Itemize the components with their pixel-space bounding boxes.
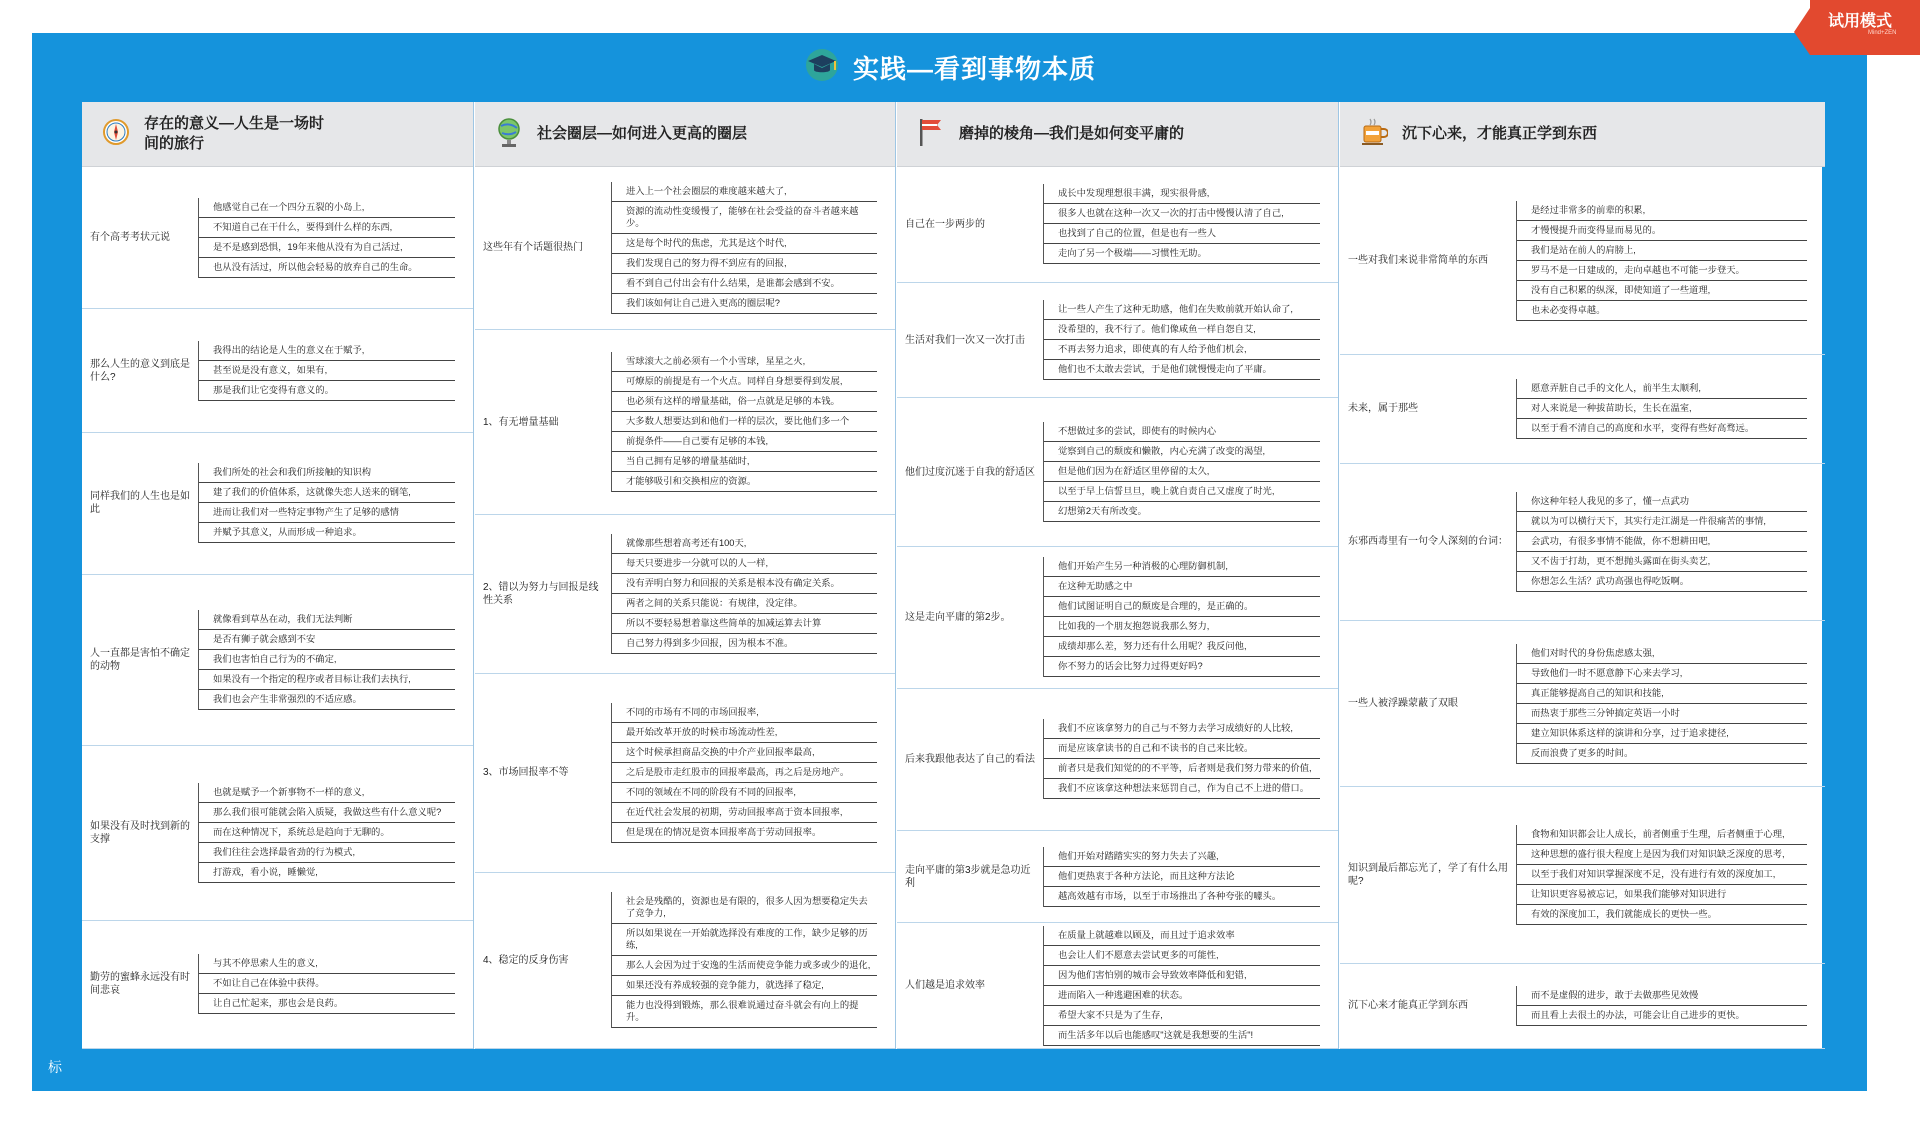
topic-label: 沉下心来才能真正学到东西	[1348, 1000, 1468, 1012]
leaf-node[interactable]: 自己努力得到多少回报，因为根本不准。	[612, 634, 877, 654]
topic-node[interactable]	[897, 923, 1338, 1049]
topic-label: 同样我们的人生也是如此	[90, 491, 190, 516]
leaf-node[interactable]: 当自己拥有足够的增量基础时,	[612, 452, 877, 472]
topic-label: 未来，属于那些	[1348, 403, 1418, 415]
leaf-node[interactable]: 也必须有这样的增量基础，俗一点就是足够的本钱。	[612, 392, 877, 412]
leaf-node[interactable]: 所以如果说在一开始就选择没有难度的工作，缺少足够的历练,	[612, 924, 877, 956]
leaf-node[interactable]: 没希望的，我不行了。他们像咸鱼一样自怨自艾,	[1044, 320, 1320, 340]
leaf-node[interactable]: 这是每个时代的焦虑，尤其是这个时代,	[612, 234, 877, 254]
leaf-node[interactable]: 你想怎么生活？武功高强也得吃饭啊。	[1517, 572, 1807, 592]
leaf-node[interactable]: 走向了另一个极端——习惯性无助。	[1044, 244, 1320, 264]
flag-icon	[917, 117, 945, 152]
leaf-list	[611, 182, 877, 314]
leaf-node[interactable]: 觉察到自己的颓废和懒散，内心充满了改变的渴望,	[1044, 442, 1320, 462]
leaf-list	[1516, 986, 1807, 1026]
topic-label: 一些对我们来说非常简单的东西	[1348, 255, 1488, 267]
leaf-list	[1043, 926, 1320, 1046]
topic-node[interactable]	[1340, 621, 1825, 786]
brand-label: Mind+ZEN	[1868, 30, 1897, 36]
leaf-node[interactable]: 希望大家不只是为了生存,	[1044, 1006, 1320, 1026]
leaf-node[interactable]: 也就是赋予一个新事物不一样的意义,	[199, 783, 455, 803]
topic-node[interactable]	[475, 515, 895, 673]
topic-label: 3、市场回报率不等	[483, 767, 569, 779]
leaf-node[interactable]: 让知识更容易被忘记，如果我们能够对知识进行	[1517, 885, 1807, 905]
leaf-list	[198, 341, 455, 401]
leaf-node[interactable]: 前提条件——自己要有足够的本钱,	[612, 432, 877, 452]
topic-node[interactable]	[82, 575, 473, 746]
leaf-node[interactable]: 他们更热衷于各种方法论，而且这种方法论	[1044, 867, 1320, 887]
leaf-node[interactable]: 越高效越有市场，以至于市场推出了各种夸张的噱头。	[1044, 887, 1320, 907]
column-header-title: 磨掉的棱角—我们是如何变平庸的	[959, 125, 1185, 142]
leaf-node[interactable]: 如果还没有养成较强的竞争能力，就选择了稳定,	[612, 976, 877, 996]
leaf-node[interactable]: 我们也会产生非常强烈的不适应感。	[199, 690, 455, 710]
leaf-node[interactable]: 很多人也就在这种一次又一次的打击中慢慢认清了自己,	[1044, 204, 1320, 224]
leaf-list	[198, 954, 455, 1014]
leaf-list	[1516, 492, 1807, 592]
leaf-node[interactable]: 食物和知识都会让人成长，前者侧重于生理，后者侧重于心理,	[1517, 825, 1807, 845]
topic-node[interactable]	[1340, 355, 1825, 463]
leaf-list	[1043, 422, 1320, 522]
leaf-node[interactable]: 建立知识体系这样的演讲和分享，过于追求捷径,	[1517, 724, 1807, 744]
leaf-node[interactable]: 我们该如何让自己进入更高的圈层呢?	[612, 294, 877, 314]
leaf-node[interactable]: 进入上一个社会圈层的难度越来越大了,	[612, 182, 877, 202]
leaf-node[interactable]: 进而陷入一种逃避困难的状态。	[1044, 986, 1320, 1006]
compass-icon	[102, 118, 130, 151]
leaf-node[interactable]: 不知道自己在干什么，要得到什么样的东西,	[199, 218, 455, 238]
title-bar	[32, 33, 1867, 101]
leaf-node[interactable]: 在质量上就越难以顾及，而且过于追求效率	[1044, 926, 1320, 946]
topic-node[interactable]	[475, 330, 895, 515]
column-header-title: 社会圈层—如何进入更高的圈层	[537, 125, 748, 142]
topic-label: 如果没有及时找到新的支撑	[90, 820, 190, 845]
leaf-node[interactable]: 愿意弄脏自己手的文化人，前半生太顺利,	[1517, 379, 1807, 399]
leaf-node[interactable]: 罗马不是一日建成的，走向卓越也不可能一步登天。	[1517, 261, 1807, 281]
leaf-node[interactable]: 就以为可以横行天下，其实行走江湖是一件很痛苦的事情,	[1517, 512, 1807, 532]
leaf-node[interactable]: 大多数人想要达到和他们一样的层次，要比他们多一个	[612, 412, 877, 432]
leaf-node[interactable]: 以至于早上信誓旦旦，晚上就自责自己又虚度了时光,	[1044, 482, 1320, 502]
leaf-node[interactable]: 我们不应该拿努力的自己与不努力去学习成绩好的人比较,	[1044, 719, 1320, 739]
leaf-list	[1043, 719, 1320, 799]
topic-node[interactable]	[82, 309, 473, 432]
topic-label: 2、错以为努力与回报是线性关系	[483, 582, 599, 606]
leaf-node[interactable]: 而生活多年以后也能感叹"这就是我想要的生活"!	[1044, 1026, 1320, 1046]
leaf-node[interactable]: 不同的领域在不同的阶段有不同的回报率,	[612, 783, 877, 803]
leaf-node[interactable]: 但是他们因为在舒适区里停留的太久,	[1044, 462, 1320, 482]
topic-label: 勤劳的蜜蜂永远没有时间悲哀	[90, 972, 190, 997]
leaf-node[interactable]: 不如让自己在体验中获得。	[199, 974, 455, 994]
column-header[interactable]	[475, 102, 895, 167]
leaf-node[interactable]: 建了我们的价值体系，这就像失恋人送来的钢笔,	[199, 483, 455, 503]
leaf-node[interactable]: 但是现在的情况是资本回报率高于劳动回报率。	[612, 823, 877, 843]
leaf-node[interactable]: 是经过非常多的前辈的积累,	[1517, 201, 1807, 221]
leaf-node[interactable]: 又不齿于打劫，更不想抛头露面在街头卖艺,	[1517, 552, 1807, 572]
topic-label: 这些年有个话题很热门	[483, 242, 583, 254]
leaf-node[interactable]: 他们开始产生另一种消极的心理防御机制,	[1044, 557, 1320, 577]
topic-node[interactable]	[1340, 964, 1825, 1049]
leaf-node[interactable]: 那么我们很可能就会陷入质疑，我做这些有什么意义呢?	[199, 803, 455, 823]
leaf-node[interactable]: 对人来说是一种拔苗助长，生长在温室,	[1517, 399, 1807, 419]
page-title: 实践—看到事物本质	[852, 53, 1096, 84]
leaf-node[interactable]: 两者之间的关系只能说：有规律，没定律。	[612, 594, 877, 614]
leaf-node[interactable]: 那么人会因为过于安逸的生活而使竞争能力或多或少的退化,	[612, 956, 877, 976]
leaf-list	[198, 783, 455, 883]
leaf-node[interactable]: 导致他们一时不愿意静下心来去学习,	[1517, 664, 1807, 684]
topic-node[interactable]	[82, 433, 473, 575]
leaf-node[interactable]: 可燎原的前提是有一个火点。同样自身想要得到发展,	[612, 372, 877, 392]
column-header[interactable]	[897, 102, 1338, 167]
leaf-list	[611, 703, 877, 843]
leaf-node[interactable]: 让一些人产生了这种无助感，他们在失败前就开始认命了,	[1044, 300, 1320, 320]
leaf-list	[1043, 557, 1320, 677]
column-header-title: 沉下心来，才能真正学到东西	[1402, 125, 1598, 142]
leaf-node[interactable]: 不再去努力追求，即使真的有人给予他们机会,	[1044, 340, 1320, 360]
leaf-node[interactable]: 也从没有活过，所以他会轻易的放弃自己的生命。	[199, 258, 455, 278]
leaf-node[interactable]: 我们也害怕自己行为的不确定,	[199, 650, 455, 670]
leaf-node[interactable]: 而热衷于那些三分钟搞定英语一小时	[1517, 704, 1807, 724]
leaf-node[interactable]: 他感觉自己在一个四分五裂的小岛上,	[199, 198, 455, 218]
leaf-node[interactable]: 而是应该拿读书的自己和不读书的自己来比较。	[1044, 739, 1320, 759]
topic-node[interactable]	[1340, 167, 1825, 355]
topic-label: 人一直都是害怕不确定的动物	[90, 647, 190, 672]
column-header[interactable]	[82, 102, 473, 167]
leaf-node[interactable]: 进而让我们对一些特定事物产生了足够的感情	[199, 503, 455, 523]
sheet-tag[interactable]: 标	[48, 1059, 62, 1075]
leaf-node[interactable]: 幻想第2天有所改变。	[1044, 502, 1320, 522]
leaf-node[interactable]: 这个时候承担商品交换的中介产业回报率最高,	[612, 743, 877, 763]
leaf-node[interactable]: 你不努力的话会比努力过得更好吗?	[1044, 657, 1320, 677]
leaf-node[interactable]: 是否有狮子就会感到不安	[199, 630, 455, 650]
topic-label: 东邪西毒里有一句令人深刻的台词：	[1348, 536, 1508, 548]
topic-node[interactable]	[897, 547, 1338, 689]
topic-list	[897, 167, 1338, 1049]
leaf-node[interactable]: 就像那些想着高考还有100天,	[612, 534, 877, 554]
leaf-node[interactable]: 看不到自己付出会有什么结果，是谁都会感到不安。	[612, 274, 877, 294]
leaf-node[interactable]: 真正能够提高自己的知识和技能,	[1517, 684, 1807, 704]
leaf-node[interactable]: 让自己忙起来，那也会是良药。	[199, 994, 455, 1014]
topic-label: 一些人被浮躁蒙蔽了双眼	[1348, 698, 1458, 710]
topic-label: 1、有无增量基础	[483, 416, 559, 428]
leaf-node[interactable]: 以至于看不清自己的高度和水平，变得有些好高骛远。	[1517, 419, 1807, 439]
leaf-node[interactable]: 能力也没得到锻炼，那么很难说通过奋斗就会有向上的提升。	[612, 996, 877, 1028]
leaf-list	[198, 463, 455, 543]
topic-node[interactable]	[475, 167, 895, 330]
leaf-node[interactable]: 没有自己积累的纵深，即使知道了一些道理,	[1517, 281, 1807, 301]
topic-label: 走向平庸的第3步就是急功近利	[905, 864, 1031, 889]
leaf-node[interactable]: 甚至说是没有意义，如果有,	[199, 361, 455, 381]
leaf-list	[1516, 379, 1807, 439]
leaf-node[interactable]: 在近代社会发展的初期，劳动回报率高于资本回报率,	[612, 803, 877, 823]
topic-node[interactable]	[897, 283, 1338, 399]
topic-label: 那么人生的意义到底是什么?	[90, 358, 190, 383]
leaf-list	[1043, 847, 1320, 907]
graduation-cap-icon	[803, 48, 841, 87]
leaf-list	[611, 534, 877, 654]
leaf-node[interactable]: 他们对时代的身份焦虑感太强,	[1517, 644, 1807, 664]
topic-list	[475, 167, 895, 1049]
leaf-node[interactable]: 我们是站在前人的肩膀上,	[1517, 241, 1807, 261]
leaf-node[interactable]: 我们所处的社会和我们所接触的知识构	[199, 463, 455, 483]
leaf-node[interactable]: 就像看到草丛在动，我们无法判断	[199, 610, 455, 630]
leaf-node[interactable]: 也会让人们不愿意去尝试更多的可能性,	[1044, 946, 1320, 966]
topic-node[interactable]	[897, 831, 1338, 924]
leaf-node[interactable]: 他们开始对踏踏实实的努力失去了兴趣,	[1044, 847, 1320, 867]
leaf-node[interactable]: 那是我们让它变得有意义的。	[199, 381, 455, 401]
leaf-node[interactable]: 之后是股市走红股市的回报率最高，再之后是房地产。	[612, 763, 877, 783]
leaf-list	[611, 352, 877, 492]
leaf-node[interactable]: 我们发现自己的努力得不到应有的回报,	[612, 254, 877, 274]
leaf-node[interactable]: 而在这种情况下，系统总是趋向于无聊的。	[199, 823, 455, 843]
leaf-node[interactable]: 他们也不太敢去尝试，于是他们就慢慢走向了平庸。	[1044, 360, 1320, 380]
leaf-node[interactable]: 会武功，有很多事情不能做，你不想耕田吧,	[1517, 532, 1807, 552]
leaf-node[interactable]: 比如我的一个朋友抱怨说我那么努力,	[1044, 617, 1320, 637]
leaf-node[interactable]: 如果没有一个指定的程序或者目标让我们去执行,	[199, 670, 455, 690]
leaf-node[interactable]: 我们往往会选择最省劲的行为模式,	[199, 843, 455, 863]
topic-node[interactable]	[897, 398, 1338, 546]
leaf-node[interactable]: 资源的流动性变缓慢了，能够在社会受益的奋斗者越来越少。	[612, 202, 877, 234]
leaf-node[interactable]: 我得出的结论是人生的意义在于赋予,	[199, 341, 455, 361]
leaf-node[interactable]: 成绩却那么差，努力还有什么用呢？我反问他,	[1044, 637, 1320, 657]
topic-list	[1340, 167, 1825, 1049]
leaf-node[interactable]: 你这种年轻人我见的多了，懂一点武功	[1517, 492, 1807, 512]
leaf-node[interactable]: 也未必变得卓越。	[1517, 301, 1807, 321]
topic-label: 后来我跟他表达了自己的看法	[905, 753, 1035, 765]
leaf-node[interactable]: 与其不停思索人生的意义,	[199, 954, 455, 974]
leaf-node[interactable]: 是不是感到恐惧，19年来他从没有为自己活过,	[199, 238, 455, 258]
column-header-title: 存在的意义—人生是一场时间的旅行	[144, 115, 325, 152]
leaf-node[interactable]: 因为他们害怕别的城市会导致效率降低和犯错,	[1044, 966, 1320, 986]
topic-node[interactable]	[82, 921, 473, 1049]
leaf-node[interactable]: 每天只要进步一分就可以的人一样,	[612, 554, 877, 574]
leaf-list	[1043, 184, 1320, 264]
leaf-node[interactable]: 这种思想的盛行很大程度上是因为我们对知识缺乏深度的思考,	[1517, 845, 1807, 865]
column-3	[897, 102, 1339, 1049]
leaf-node[interactable]: 我们不应该拿这种想法来惩罚自己，作为自己不上进的借口。	[1044, 779, 1320, 799]
column-4	[1340, 102, 1825, 1049]
leaf-node[interactable]: 成长中发现理想很丰满，现实很骨感,	[1044, 184, 1320, 204]
column-2	[475, 102, 896, 1049]
mindmap-grid	[82, 102, 1822, 1049]
topic-node[interactable]	[82, 167, 473, 309]
leaf-list	[611, 892, 877, 1028]
topic-node[interactable]	[475, 674, 895, 873]
leaf-node[interactable]: 才能够吸引和交换相应的资源。	[612, 472, 877, 492]
leaf-node[interactable]: 雪球滚大之前必须有一个小雪球，星星之火,	[612, 352, 877, 372]
leaf-node[interactable]: 前者只是我们知觉的的不平等，后者则是我们努力带来的价值,	[1044, 759, 1320, 779]
leaf-node[interactable]: 有效的深度加工，我们就能成长的更快一些。	[1517, 905, 1807, 925]
topic-node[interactable]	[1340, 787, 1825, 964]
leaf-node[interactable]: 并赋予其意义，从而形成一种追求。	[199, 523, 455, 543]
topic-node[interactable]	[897, 167, 1338, 283]
topic-label: 这是走向平庸的第2步。	[905, 611, 1011, 623]
leaf-node[interactable]: 才慢慢提升而变得显而易见的。	[1517, 221, 1807, 241]
topic-label: 有个高考考状元说	[90, 232, 170, 244]
leaf-node[interactable]: 没有弄明白努力和回报的关系是根本没有确定关系。	[612, 574, 877, 594]
leaf-node[interactable]: 打游戏，看小说，睡懒觉,	[199, 863, 455, 883]
leaf-node[interactable]: 而不是虚假的进步，敢于去做那些见效慢	[1517, 986, 1807, 1006]
topic-node[interactable]	[897, 689, 1338, 831]
topic-node[interactable]	[475, 873, 895, 1049]
leaf-list	[1043, 300, 1320, 380]
leaf-list	[1516, 201, 1807, 321]
coffee-cup-icon	[1360, 117, 1388, 152]
column-1	[82, 102, 474, 1049]
leaf-node[interactable]: 所以不要轻易想着靠这些简单的加减运算去计算	[612, 614, 877, 634]
globe-icon	[495, 116, 523, 153]
trial-mode-label: 试用模式	[1828, 13, 1893, 30]
topic-label: 他们过度沉迷于自我的舒适区	[905, 466, 1035, 478]
topic-label: 人们越是追求效率	[905, 980, 985, 992]
topic-node[interactable]	[1340, 464, 1825, 622]
leaf-list	[198, 198, 455, 278]
topic-label: 知识到最后都忘光了，学了有什么用呢?	[1348, 862, 1508, 887]
leaf-list	[1516, 644, 1807, 764]
topic-node[interactable]	[82, 746, 473, 921]
leaf-node[interactable]: 不同的市场有不同的市场回报率,	[612, 703, 877, 723]
trial-mode-badge[interactable]	[1790, 0, 1920, 55]
leaf-list	[198, 610, 455, 710]
leaf-node[interactable]: 最开始改革开放的时候市场流动性差,	[612, 723, 877, 743]
column-header[interactable]	[1340, 102, 1825, 167]
leaf-node[interactable]: 他们试图证明自己的颓废是合理的，是正确的。	[1044, 597, 1320, 617]
leaf-node[interactable]: 在这种无助感之中	[1044, 577, 1320, 597]
topic-label: 自己在一步两步的	[905, 218, 985, 230]
leaf-node[interactable]: 不想做过多的尝试，即使有的时候内心	[1044, 422, 1320, 442]
topic-label: 4、稳定的反身伤害	[483, 954, 569, 966]
leaf-node[interactable]: 社会是残酷的，资源也是有限的，很多人因为想要稳定失去了竞争力,	[612, 892, 877, 924]
leaf-node[interactable]: 而且看上去很土的办法，可能会让自己进步的更快。	[1517, 1006, 1807, 1026]
leaf-node[interactable]: 反而浪费了更多的时间。	[1517, 744, 1807, 764]
topic-label: 生活对我们一次又一次打击	[905, 334, 1025, 346]
mindmap-frame	[32, 33, 1867, 1091]
leaf-node[interactable]: 以至于我们对知识掌握深度不足，没有进行有效的深度加工,	[1517, 865, 1807, 885]
topic-list	[82, 167, 473, 1049]
leaf-list	[1516, 825, 1807, 925]
leaf-node[interactable]: 也找到了自己的位置，但是也有一些人	[1044, 224, 1320, 244]
